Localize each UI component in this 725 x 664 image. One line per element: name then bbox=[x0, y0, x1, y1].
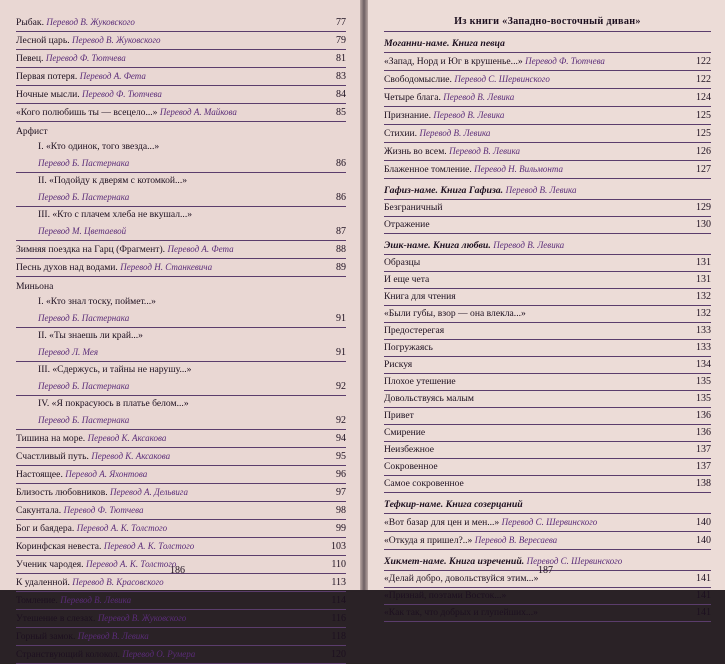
toc-section-list bbox=[384, 200, 711, 234]
toc-section-list bbox=[384, 255, 711, 493]
toc-group-heading: Арфист bbox=[16, 126, 48, 137]
toc-entry-page: 133 bbox=[696, 325, 711, 336]
toc-entry bbox=[16, 396, 346, 412]
toc-entry-title-line bbox=[384, 308, 693, 320]
toc-entry-title: Признание. bbox=[384, 110, 431, 121]
toc-section-heading-title: Моганни-наме. Книга певца bbox=[384, 38, 505, 49]
toc-entry-title-line bbox=[16, 594, 328, 607]
toc-entry bbox=[16, 139, 346, 155]
toc-entry-title-line bbox=[384, 427, 693, 439]
toc-section-heading bbox=[384, 179, 711, 200]
toc-entry bbox=[384, 53, 711, 71]
toc-entry-translator: Перевод Ф. Тютчева bbox=[45, 53, 126, 63]
toc-entry bbox=[16, 155, 346, 173]
toc-entry-title-line bbox=[16, 540, 328, 553]
toc-entry-page: 99 bbox=[336, 523, 346, 534]
toc-entry-translator: Перевод В. Левика bbox=[443, 92, 515, 102]
toc-entry bbox=[16, 207, 346, 223]
toc-entry bbox=[16, 538, 346, 556]
toc-section-heading bbox=[384, 493, 711, 514]
toc-entry-page: 92 bbox=[336, 381, 346, 392]
toc-entry-title-line bbox=[38, 141, 343, 153]
toc-entry-page: 98 bbox=[336, 505, 346, 516]
toc-entry bbox=[384, 143, 711, 161]
toc-entry-title: II. «Ты знаешь ли край...» bbox=[38, 330, 143, 341]
toc-entry-title: Странствующий колокол. bbox=[16, 649, 120, 660]
toc-entry-title-line bbox=[16, 630, 328, 643]
toc-entry-page: 137 bbox=[696, 444, 711, 455]
toc-section-list bbox=[384, 514, 711, 550]
toc-entry-title-line bbox=[384, 516, 693, 529]
toc-entry-page: 92 bbox=[336, 415, 346, 426]
toc-entry-translator: Перевод В. Левика bbox=[77, 631, 149, 641]
toc-entry bbox=[16, 241, 346, 259]
toc-entry-title-line bbox=[38, 296, 343, 308]
toc-entry-translator: Перевод В. Левика bbox=[60, 595, 132, 605]
toc-entry-title-line bbox=[16, 576, 328, 589]
toc-entry bbox=[16, 378, 346, 396]
toc-entry bbox=[384, 514, 711, 532]
toc-entry-translator: Перевод Ф. Тютчева bbox=[525, 56, 605, 66]
toc-entry-page: 114 bbox=[331, 595, 346, 606]
toc-entry-title: Первая потеря. bbox=[16, 71, 78, 82]
toc-entry-page: 125 bbox=[696, 110, 711, 121]
toc-entry-title: Лесной царь. bbox=[16, 35, 70, 46]
toc-entry-page: 122 bbox=[696, 74, 711, 85]
toc-entry bbox=[384, 107, 711, 125]
toc-entry bbox=[16, 628, 346, 646]
toc-entry-title: I. «Кто знал тоску, поймет...» bbox=[38, 296, 156, 307]
toc-entry-page: 97 bbox=[336, 487, 346, 498]
toc-entry-title-line bbox=[16, 70, 333, 83]
toc-entry-title: «Были губы, взор — она влекла...» bbox=[384, 308, 526, 319]
toc-entry bbox=[16, 328, 346, 344]
toc-entry-title-line bbox=[38, 330, 343, 342]
toc-entry-title-line bbox=[384, 359, 693, 371]
toc-entry bbox=[16, 14, 346, 32]
toc-entry-title: Тишина на море. bbox=[16, 433, 86, 444]
toc-entry-page: 103 bbox=[331, 541, 346, 552]
toc-entry-title: Рыбак. bbox=[16, 17, 44, 28]
toc-entry-title-line bbox=[38, 209, 343, 221]
toc-entry-title-line bbox=[16, 243, 333, 256]
toc-entry-translator: Перевод В. Левика bbox=[433, 110, 505, 120]
toc-section-heading-title: Эшк-наме. Книга любви. bbox=[384, 240, 491, 251]
toc-entry-translator: Перевод Н. Вильмонта bbox=[474, 164, 563, 174]
toc-entry bbox=[384, 272, 711, 289]
toc-entry-page: 133 bbox=[696, 342, 711, 353]
toc-entry-title: Счастливый путь. bbox=[16, 451, 89, 462]
right-page-number: 187 bbox=[538, 565, 553, 576]
toc-entry-translator: Перевод В. Левика bbox=[449, 146, 521, 156]
toc-entry-page: 131 bbox=[696, 274, 711, 285]
toc-entry-title-line bbox=[38, 364, 343, 376]
toc-entry-page: 134 bbox=[696, 359, 711, 370]
toc-entry-page: 126 bbox=[696, 146, 711, 157]
toc-section-heading-title: Хикмет-наме. Книга изречений. bbox=[384, 556, 525, 567]
toc-entry-page: 118 bbox=[331, 631, 346, 642]
toc-entry-title-line bbox=[384, 257, 693, 269]
toc-entry-title-line bbox=[16, 16, 333, 29]
toc-entry bbox=[16, 344, 346, 362]
toc-entry bbox=[384, 391, 711, 408]
toc-entry-title-line bbox=[16, 468, 333, 481]
toc-entry-title-line bbox=[16, 106, 333, 119]
toc-entry-title-line bbox=[384, 478, 693, 490]
toc-entry-title: Близость любовников. bbox=[16, 487, 108, 498]
toc-entry-title-line bbox=[16, 88, 333, 101]
toc-entry-title-line bbox=[16, 648, 328, 661]
right-page bbox=[368, 0, 725, 618]
toc-entry-title: III. «Сдержусь, и тайны не нарушу...» bbox=[38, 364, 192, 375]
toc-entry bbox=[384, 306, 711, 323]
toc-entry-title: I. «Кто одинок, того звезда...» bbox=[38, 141, 160, 152]
toc-entry-translator: Перевод В. Красовского bbox=[72, 577, 164, 587]
toc-entry bbox=[384, 323, 711, 340]
toc-entry-title-line bbox=[384, 393, 693, 405]
toc-entry-title-line bbox=[16, 261, 333, 274]
toc-entry-translator: Перевод А. Майкова bbox=[159, 107, 237, 117]
toc-entry bbox=[384, 442, 711, 459]
toc-entry-translator: Перевод К. Аксакова bbox=[91, 451, 171, 461]
toc-section-heading bbox=[384, 32, 711, 53]
toc-entry-page: 136 bbox=[696, 410, 711, 421]
toc-entry-title: Горный замок. bbox=[16, 631, 76, 642]
toc-entry bbox=[16, 520, 346, 538]
toc-entry-title-line bbox=[38, 312, 333, 325]
toc-section-heading-translator: Перевод С. Шервинского bbox=[526, 556, 623, 566]
toc-entry-title-line bbox=[38, 414, 333, 427]
toc-entry-title: Стихии. bbox=[384, 128, 418, 139]
toc-entry-title: «Вот базар для цен и мен...» bbox=[384, 517, 500, 528]
toc-entry-title: Зимняя поездка на Гарц (Фрагмент). bbox=[16, 244, 166, 255]
toc-group-heading: Миньона bbox=[16, 281, 54, 292]
toc-entry-title-line bbox=[16, 522, 333, 535]
toc-entry-page: 132 bbox=[696, 308, 711, 319]
toc-entry-page: 137 bbox=[696, 461, 711, 472]
toc-entry bbox=[384, 161, 711, 179]
toc-entry bbox=[384, 255, 711, 272]
toc-entry-translator: Перевод Б. Пастернака bbox=[38, 415, 130, 425]
toc-entry-title: IV. «Я покрасуюсь в платье белом...» bbox=[38, 398, 189, 409]
toc-entry bbox=[16, 362, 346, 378]
toc-entry-translator: Перевод В. Левика bbox=[419, 128, 491, 138]
toc-entry-title: Ученик чародея. bbox=[16, 559, 84, 570]
right-toc-list bbox=[384, 32, 711, 622]
toc-entry bbox=[384, 200, 711, 217]
toc-entry-title: Рискуя bbox=[384, 359, 413, 370]
toc-entry bbox=[16, 646, 346, 664]
toc-entry-title-line bbox=[38, 175, 343, 187]
toc-entry-page: 86 bbox=[336, 192, 346, 203]
toc-entry-translator: Перевод В. Жуковского bbox=[97, 613, 187, 623]
toc-entry-title-line bbox=[384, 109, 693, 122]
toc-entry bbox=[384, 125, 711, 143]
toc-entry bbox=[384, 340, 711, 357]
toc-entry-page: 131 bbox=[696, 257, 711, 268]
toc-entry bbox=[16, 189, 346, 207]
toc-entry-title-line bbox=[384, 163, 693, 176]
toc-entry-translator: Перевод Б. Пастернака bbox=[38, 192, 130, 202]
toc-entry-page: 113 bbox=[331, 577, 346, 588]
toc-entry-title: «Кого полюбишь ты — всецело...» bbox=[16, 107, 158, 118]
toc-entry-page: 89 bbox=[336, 262, 346, 273]
toc-section-heading bbox=[384, 234, 711, 255]
toc-entry-page: 120 bbox=[331, 649, 346, 660]
toc-entry-page: 96 bbox=[336, 469, 346, 480]
toc-entry bbox=[384, 374, 711, 391]
toc-entry-title-line bbox=[16, 504, 333, 517]
toc-entry-page: 140 bbox=[696, 517, 711, 528]
toc-entry-title-line bbox=[16, 486, 333, 499]
toc-entry-title-line bbox=[16, 450, 333, 463]
toc-entry-page: 94 bbox=[336, 433, 346, 444]
toc-entry-title-line bbox=[384, 410, 693, 422]
toc-entry-title: Утешение в слезах. bbox=[16, 613, 96, 624]
toc-entry-page: 130 bbox=[696, 219, 711, 230]
toc-entry bbox=[16, 502, 346, 520]
toc-entry-title: «Делай добро, довольствуйся этим...» bbox=[384, 573, 539, 584]
toc-entry-title: III. «Кто с плачем хлеба не вкушал...» bbox=[38, 209, 193, 220]
toc-entry-title-line bbox=[384, 145, 693, 158]
toc-entry-title-line bbox=[16, 432, 333, 445]
toc-entry-page: 91 bbox=[336, 347, 346, 358]
toc-entry-page: 136 bbox=[696, 427, 711, 438]
toc-entry bbox=[16, 32, 346, 50]
toc-entry bbox=[384, 425, 711, 442]
toc-entry-title-line bbox=[384, 590, 693, 602]
toc-entry-translator: Перевод М. Цветаевой bbox=[38, 226, 127, 236]
toc-entry-title-line bbox=[384, 127, 693, 140]
toc-entry-translator: Перевод К. Аксакова bbox=[87, 433, 167, 443]
toc-entry-title: И еще чета bbox=[384, 274, 430, 285]
toc-entry-title-line bbox=[384, 202, 693, 214]
toc-entry-translator: Перевод А. К. Толстого bbox=[103, 541, 195, 551]
toc-entry bbox=[384, 532, 711, 550]
toc-entry-title-line bbox=[384, 607, 693, 619]
toc-entry-page: 127 bbox=[696, 164, 711, 175]
toc-entry-title: Певец. bbox=[16, 53, 44, 64]
toc-entry-title-line bbox=[384, 291, 693, 303]
section-title: Из книги «Западно-восточный диван» bbox=[384, 14, 711, 32]
toc-entry-title: «Как так, что добрых и глупейших...» bbox=[384, 607, 538, 618]
toc-entry-title: Бог и баядера. bbox=[16, 523, 75, 534]
toc-entry-translator: Перевод Б. Пастернака bbox=[38, 158, 130, 168]
toc-entry-title: Сокровенное bbox=[384, 461, 438, 472]
toc-entry-page: 138 bbox=[696, 478, 711, 489]
toc-entry-page: 95 bbox=[336, 451, 346, 462]
toc-entry-title: «Признай, поэтами Восток...» bbox=[384, 590, 507, 601]
toc-section-list bbox=[384, 571, 711, 622]
toc-entry-page: 88 bbox=[336, 244, 346, 255]
toc-entry-page: 81 bbox=[336, 53, 346, 64]
toc-entry-title: Погружаясь bbox=[384, 342, 433, 353]
toc-entry-page: 122 bbox=[696, 56, 711, 67]
toc-entry-title-line bbox=[384, 342, 693, 354]
toc-entry-title: Отражение bbox=[384, 219, 430, 230]
toc-entry-page: 135 bbox=[696, 376, 711, 387]
toc-entry-page: 124 bbox=[696, 92, 711, 103]
toc-entry bbox=[384, 476, 711, 493]
toc-entry-page: 116 bbox=[331, 613, 346, 624]
toc-entry bbox=[384, 71, 711, 89]
toc-entry-translator: Перевод Б. Пастернака bbox=[38, 313, 130, 323]
toc-entry-title: Самое сокровенное bbox=[384, 478, 464, 489]
toc-entry-title: «Запад, Норд и Юг в крушенье...» bbox=[384, 56, 523, 67]
toc-entry bbox=[16, 610, 346, 628]
toc-entry bbox=[384, 605, 711, 622]
toc-entry-title: Сакунтала. bbox=[16, 505, 62, 516]
toc-entry-title: Довольствуясь малым bbox=[384, 393, 474, 404]
toc-entry-title-line bbox=[384, 534, 693, 547]
toc-section-heading-title: Гафиз-наме. Книга Гафиза. bbox=[384, 185, 504, 196]
toc-entry-title: Образцы bbox=[384, 257, 421, 268]
toc-entry-translator: Перевод А. Фета bbox=[79, 71, 146, 81]
toc-entry-page: 110 bbox=[331, 559, 346, 570]
toc-entry-page: 91 bbox=[336, 313, 346, 324]
left-page-number: 186 bbox=[170, 565, 185, 576]
toc-entry-title: Книга для чтения bbox=[384, 291, 456, 302]
toc-entry-title: Жизнь во всем. bbox=[384, 146, 447, 157]
toc-section-list bbox=[384, 53, 711, 179]
toc-entry-translator: Перевод В. Жуковского bbox=[72, 35, 161, 45]
toc-entry-title-line bbox=[384, 73, 693, 86]
toc-entry-title: Смирение bbox=[384, 427, 426, 438]
toc-entry bbox=[16, 574, 346, 592]
toc-entry bbox=[16, 412, 346, 430]
toc-entry-title-line bbox=[384, 55, 693, 68]
toc-section-heading-translator: Перевод В. Левика bbox=[505, 185, 577, 195]
toc-entry-title-line bbox=[16, 34, 333, 47]
toc-entry-title: Свободомыслие. bbox=[384, 74, 452, 85]
toc-section-heading-translator: Перевод В. Левика bbox=[493, 240, 565, 250]
toc-entry-title-line bbox=[384, 444, 693, 456]
toc-entry-page: 87 bbox=[336, 226, 346, 237]
toc-entry-title: Предостерегая bbox=[384, 325, 445, 336]
toc-entry-page: 140 bbox=[696, 535, 711, 546]
toc-entry bbox=[384, 289, 711, 306]
toc-entry-translator: Перевод А. К. Толстого bbox=[76, 523, 168, 533]
toc-entry bbox=[384, 588, 711, 605]
toc-entry-title: II. «Подойду к дверям с котомкой...» bbox=[38, 175, 188, 186]
toc-entry bbox=[384, 459, 711, 476]
toc-entry bbox=[16, 592, 346, 610]
toc-entry-translator: Перевод Л. Мея bbox=[38, 347, 99, 357]
toc-entry-page: 135 bbox=[696, 393, 711, 404]
toc-entry bbox=[16, 310, 346, 328]
toc-entry bbox=[16, 294, 346, 310]
toc-entry-title-line bbox=[16, 612, 328, 625]
toc-entry-page: 79 bbox=[336, 35, 346, 46]
toc-entry bbox=[16, 484, 346, 502]
toc-entry bbox=[16, 466, 346, 484]
toc-entry-translator: Перевод С. Шервинского bbox=[501, 517, 598, 527]
toc-entry-page: 132 bbox=[696, 291, 711, 302]
toc-entry bbox=[384, 89, 711, 107]
toc-entry bbox=[384, 408, 711, 425]
toc-entry bbox=[384, 217, 711, 234]
toc-entry-title-line bbox=[38, 380, 333, 393]
toc-entry-translator: Перевод А. Яхонтова bbox=[65, 469, 148, 479]
toc-entry-title: Четыре блага. bbox=[384, 92, 441, 103]
toc-entry-title: Томление. bbox=[16, 595, 58, 606]
toc-entry bbox=[16, 86, 346, 104]
toc-entry-title-line bbox=[38, 157, 333, 170]
toc-entry-title: Неизбежное bbox=[384, 444, 435, 455]
toc-entry-page: 125 bbox=[696, 128, 711, 139]
toc-entry-translator: Перевод А. Фета bbox=[167, 244, 234, 254]
toc-entry-title-line bbox=[384, 461, 693, 473]
toc-entry-title: «Откуда я пришел?..» bbox=[384, 535, 473, 546]
toc-entry-translator: Перевод Н. Станкевича bbox=[120, 262, 213, 272]
toc-entry-translator: Перевод А. Дельвига bbox=[110, 487, 188, 497]
toc-entry-title-line bbox=[384, 274, 693, 286]
toc-entry-translator: Перевод В. Вересаева bbox=[474, 535, 558, 545]
toc-entry-title: Плохое утешение bbox=[384, 376, 456, 387]
toc-entry bbox=[16, 259, 346, 277]
toc-entry-title-line bbox=[16, 52, 333, 65]
toc-entry-translator: Перевод С. Шервинского bbox=[454, 74, 550, 84]
toc-entry-title-line bbox=[384, 91, 693, 104]
toc-entry-translator: Перевод О. Румера bbox=[122, 649, 196, 659]
toc-entry-title-line bbox=[38, 346, 333, 359]
toc-entry-page: 83 bbox=[336, 71, 346, 82]
toc-entry bbox=[16, 173, 346, 189]
toc-entry-translator: Перевод Б. Пастернака bbox=[38, 381, 130, 391]
book-gutter bbox=[360, 0, 368, 590]
toc-entry bbox=[16, 448, 346, 466]
toc-entry-title: Блаженное томление. bbox=[384, 164, 472, 175]
toc-entry-translator: Перевод А. К. Толстого bbox=[85, 559, 177, 569]
toc-entry-page: 77 bbox=[336, 17, 346, 28]
toc-entry-page: 141 bbox=[696, 573, 711, 584]
toc-entry-title-line bbox=[38, 191, 333, 204]
toc-entry-page: 129 bbox=[696, 202, 711, 213]
toc-entry-title: Настоящее. bbox=[16, 469, 63, 480]
left-page bbox=[0, 0, 360, 660]
toc-entry bbox=[384, 357, 711, 374]
toc-entry-title: Песнь духов над водами. bbox=[16, 262, 118, 273]
toc-entry bbox=[16, 223, 346, 241]
toc-entry-title: Коринфская невеста. bbox=[16, 541, 102, 552]
toc-entry-title-line bbox=[384, 325, 693, 337]
toc-entry-title-line bbox=[38, 225, 333, 238]
toc-entry bbox=[16, 50, 346, 68]
toc-section-heading-title: Тефкир-наме. Книга созерцаний bbox=[384, 499, 523, 510]
toc-entry-title: Безграничный bbox=[384, 202, 443, 213]
toc-entry-title-line bbox=[384, 376, 693, 388]
toc-entry-translator: Перевод В. Жуковского bbox=[46, 17, 135, 27]
toc-entry-page: 141 bbox=[696, 607, 711, 618]
toc-entry-translator: Перевод Ф. Тютчева bbox=[82, 89, 162, 99]
toc-entry-title: Привет bbox=[384, 410, 414, 421]
toc-entry-title: К удаленной. bbox=[16, 577, 70, 588]
toc-entry-page: 141 bbox=[696, 590, 711, 601]
toc-entry-title-line bbox=[38, 398, 343, 410]
toc-entry bbox=[16, 68, 346, 86]
toc-entry-page: 84 bbox=[336, 89, 346, 100]
toc-entry bbox=[16, 104, 346, 122]
toc-entry-title-line bbox=[384, 219, 693, 231]
toc-entry-title: Ночные мысли. bbox=[16, 89, 80, 100]
toc-entry-translator: Перевод Ф. Тютчева bbox=[63, 505, 144, 515]
toc-entry-page: 85 bbox=[336, 107, 346, 118]
toc-entry-page: 86 bbox=[336, 158, 346, 169]
toc-entry bbox=[16, 430, 346, 448]
